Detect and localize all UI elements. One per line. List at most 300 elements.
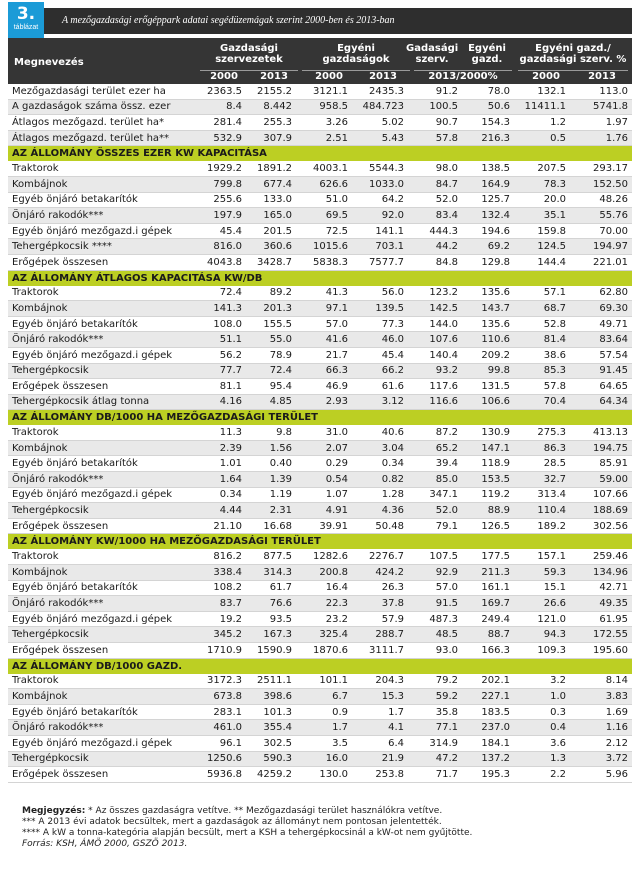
cell-value: 61.6 (352, 379, 408, 395)
cell-value: 0.9 (296, 704, 352, 720)
cell-value: 126.5 (462, 518, 514, 534)
cell-value: 164.9 (462, 176, 514, 192)
cell-value: 4.91 (296, 503, 352, 519)
table-row (8, 751, 632, 767)
cell-value: 57.8 (514, 379, 570, 395)
header-group-gadasagi-szerv: Gadasági szerv. (406, 43, 459, 65)
row-label: Traktorok (8, 674, 194, 689)
cell-value: 77.7 (194, 363, 246, 379)
cell-value: 195.60 (570, 643, 632, 659)
cell-value: 816.2 (194, 549, 246, 564)
cell-value: 275.3 (514, 425, 570, 440)
cell-value: 1.16 (570, 720, 632, 736)
cell-value: 48.26 (570, 192, 632, 208)
cell-value: 84.8 (408, 254, 462, 270)
cell-value: 1.64 (194, 472, 246, 488)
cell-value: 0.29 (296, 456, 352, 472)
section-header-row (8, 658, 632, 674)
footnote-line (22, 806, 622, 817)
cell-value: 161.1 (462, 580, 514, 596)
cell-value: 118.9 (462, 456, 514, 472)
cell-value: 0.5 (514, 130, 570, 146)
cell-value: 83.64 (570, 332, 632, 348)
cell-value: 197.9 (194, 208, 246, 224)
cell-value: 41.6 (296, 332, 352, 348)
cell-value: 211.3 (462, 565, 514, 581)
cell-value: 69.2 (462, 239, 514, 255)
cell-value: 32.7 (514, 472, 570, 488)
cell-value: 1.97 (570, 115, 632, 131)
section-title: AZ ÁLLOMÁNY ÁTLAGOS KAPACITÁSA KW/DB (8, 270, 632, 286)
table-row (8, 503, 632, 519)
section-title: AZ ÁLLOMÁNY DB/1000 GAZD. (8, 658, 632, 674)
cell-value: 3.83 (570, 689, 632, 705)
cell-value: 124.5 (514, 239, 570, 255)
cell-value: 5544.3 (352, 161, 408, 176)
cell-value: 77.3 (352, 316, 408, 332)
cell-value: 21.10 (194, 518, 246, 534)
cell-value: 68.7 (514, 301, 570, 317)
section-header-row (8, 410, 632, 426)
cell-value: 15.1 (514, 580, 570, 596)
cell-value: 169.7 (462, 596, 514, 612)
table-row (8, 735, 632, 751)
cell-value: 253.8 (352, 767, 408, 783)
table-number-badge (8, 2, 44, 38)
cell-value: 1250.6 (194, 751, 246, 767)
header-year: 2013 (588, 71, 616, 82)
cell-value: 2.31 (246, 503, 296, 519)
cell-value: 72.5 (296, 223, 352, 239)
cell-value: 20.0 (514, 192, 570, 208)
cell-value: 172.55 (570, 627, 632, 643)
cell-value: 38.6 (514, 347, 570, 363)
table-row (8, 316, 632, 332)
cell-value: 109.3 (514, 643, 570, 659)
cell-value: 2.39 (194, 440, 246, 456)
row-label: Traktorok (8, 425, 194, 440)
cell-value: 360.6 (246, 239, 296, 255)
footnotes (22, 806, 622, 850)
table-row (8, 363, 632, 379)
table-row (8, 472, 632, 488)
cell-value: 16.0 (296, 751, 352, 767)
cell-value: 106.6 (462, 394, 514, 410)
cell-value: 283.1 (194, 704, 246, 720)
cell-value: 93.0 (408, 643, 462, 659)
cell-value: 314.3 (246, 565, 296, 581)
cell-value: 167.3 (246, 627, 296, 643)
cell-value: 57.8 (408, 130, 462, 146)
table-row (8, 394, 632, 410)
cell-value: 302.56 (570, 518, 632, 534)
cell-value: 200.8 (296, 565, 352, 581)
cell-value: 281.4 (194, 115, 246, 131)
cell-value: 86.3 (514, 440, 570, 456)
cell-value: 52.0 (408, 192, 462, 208)
cell-value: 45.4 (194, 223, 246, 239)
table-row (8, 223, 632, 239)
cell-value: 255.6 (194, 192, 246, 208)
row-label: Erőgépek összesen (8, 643, 194, 659)
cell-value: 6.4 (352, 735, 408, 751)
cell-value: 1929.2 (194, 161, 246, 176)
footnote-line: **** A kW a tonna-kategória alapján becsült, mert a KSH a tehergépkocsinál a kW-ot nem gyűjtötte. (22, 828, 473, 838)
cell-value: 194.6 (462, 223, 514, 239)
row-label: A gazdaságok száma össz. ezer (8, 99, 194, 115)
cell-value: 307.9 (246, 130, 296, 146)
cell-value: 3.2 (514, 674, 570, 689)
cell-value: 88.9 (462, 503, 514, 519)
cell-value: 5838.3 (296, 254, 352, 270)
cell-value: 1282.6 (296, 549, 352, 564)
cell-value: 8.14 (570, 674, 632, 689)
cell-value: 61.95 (570, 611, 632, 627)
cell-value: 1.19 (246, 487, 296, 503)
table-header (8, 38, 632, 84)
cell-value: 121.0 (514, 611, 570, 627)
row-label: Tehergépkocsik átlag tonna (8, 394, 194, 410)
table-row (8, 627, 632, 643)
table-row (8, 549, 632, 564)
cell-value: 204.3 (352, 674, 408, 689)
cell-value: 26.3 (352, 580, 408, 596)
cell-value: 154.3 (462, 115, 514, 131)
cell-value: 59.2 (408, 689, 462, 705)
row-label: Egyéb önjáró mezőgazd.i gépek (8, 347, 194, 363)
cell-value: 108.2 (194, 580, 246, 596)
cell-value: 0.3 (514, 704, 570, 720)
cell-value: 64.34 (570, 394, 632, 410)
row-label: Erőgépek összesen (8, 767, 194, 783)
table-row (8, 767, 632, 783)
cell-value: 2435.3 (352, 84, 408, 99)
cell-value: 57.54 (570, 347, 632, 363)
table-row (8, 286, 632, 301)
cell-value: 0.40 (246, 456, 296, 472)
cell-value: 1.28 (352, 487, 408, 503)
cell-value: 44.2 (408, 239, 462, 255)
cell-value: 31.0 (296, 425, 352, 440)
cell-value: 71.7 (408, 767, 462, 783)
cell-value: 144.4 (514, 254, 570, 270)
cell-value: 157.1 (514, 549, 570, 564)
cell-value: 1870.6 (296, 643, 352, 659)
table-row (8, 643, 632, 659)
cell-value: 2.2 (514, 767, 570, 783)
cell-value: 132.4 (462, 208, 514, 224)
cell-value: 64.65 (570, 379, 632, 395)
row-label: Erőgépek összesen (8, 254, 194, 270)
section-title: AZ ÁLLOMÁNY ÖSSZES EZER KW KAPACITÁSA (8, 146, 632, 162)
row-label: Tehergépkocsik (8, 751, 194, 767)
cell-value: 56.2 (194, 347, 246, 363)
cell-value: 237.0 (462, 720, 514, 736)
cell-value: 532.9 (194, 130, 246, 146)
cell-value: 152.50 (570, 176, 632, 192)
cell-value: 72.4 (194, 286, 246, 301)
cell-value: 69.30 (570, 301, 632, 317)
cell-value: 3.12 (352, 394, 408, 410)
cell-value: 201.3 (246, 301, 296, 317)
cell-value: 16.68 (246, 518, 296, 534)
table-row (8, 347, 632, 363)
table-row (8, 192, 632, 208)
cell-value: 77.1 (408, 720, 462, 736)
cell-value: 5.43 (352, 130, 408, 146)
cell-value: 42.71 (570, 580, 632, 596)
cell-value: 138.5 (462, 161, 514, 176)
cell-value: 461.0 (194, 720, 246, 736)
table-row (8, 611, 632, 627)
cell-value: 2.12 (570, 735, 632, 751)
cell-value: 108.0 (194, 316, 246, 332)
table-row (8, 565, 632, 581)
cell-value: 140.4 (408, 347, 462, 363)
cell-value: 16.4 (296, 580, 352, 596)
cell-value: 1.76 (570, 130, 632, 146)
cell-value: 49.71 (570, 316, 632, 332)
row-label: Kombájnok (8, 565, 194, 581)
row-label: Egyéb önjáró betakarítók (8, 580, 194, 596)
cell-value: 799.8 (194, 176, 246, 192)
table-row (8, 425, 632, 440)
cell-value: 57.9 (352, 611, 408, 627)
cell-value: 144.0 (408, 316, 462, 332)
cell-value: 188.69 (570, 503, 632, 519)
cell-value: 5.02 (352, 115, 408, 131)
row-label: Egyéb önjáró mezőgazd.i gépek (8, 735, 194, 751)
section-title: AZ ÁLLOMÁNY KW/1000 HA MEZŐGAZDASÁGI TERÜLET (8, 534, 632, 550)
row-label: Kombájnok (8, 176, 194, 192)
row-label: Egyéb önjáró mezőgazd.i gépek (8, 223, 194, 239)
cell-value: 101.3 (246, 704, 296, 720)
cell-value: 22.3 (296, 596, 352, 612)
table-row (8, 254, 632, 270)
cell-value: 5.96 (570, 767, 632, 783)
cell-value: 91.2 (408, 84, 462, 99)
cell-value: 134.96 (570, 565, 632, 581)
cell-value: 259.46 (570, 549, 632, 564)
cell-value: 165.0 (246, 208, 296, 224)
table-row (8, 689, 632, 705)
cell-value: 35.1 (514, 208, 570, 224)
cell-value: 1015.6 (296, 239, 352, 255)
cell-value: 69.5 (296, 208, 352, 224)
cell-value: 39.4 (408, 456, 462, 472)
cell-value: 4003.1 (296, 161, 352, 176)
cell-value: 81.1 (194, 379, 246, 395)
row-label: Önjáró rakodók*** (8, 720, 194, 736)
cell-value: 6.7 (296, 689, 352, 705)
cell-value: 117.6 (408, 379, 462, 395)
cell-value: 85.0 (408, 472, 462, 488)
cell-value: 4259.2 (246, 767, 296, 783)
table-row (8, 99, 632, 115)
cell-value: 83.4 (408, 208, 462, 224)
cell-value: 35.8 (408, 704, 462, 720)
cell-value: 3111.7 (352, 643, 408, 659)
cell-value: 194.75 (570, 440, 632, 456)
cell-value: 135.6 (462, 286, 514, 301)
cell-value: 21.9 (352, 751, 408, 767)
table-row (8, 332, 632, 348)
cell-value: 2.51 (296, 130, 352, 146)
table-row (8, 130, 632, 146)
cell-value: 2.93 (296, 394, 352, 410)
cell-value: 1.7 (296, 720, 352, 736)
cell-value: 52.0 (408, 503, 462, 519)
table-row (8, 440, 632, 456)
cell-value: 313.4 (514, 487, 570, 503)
cell-value: 66.3 (296, 363, 352, 379)
cell-value: 76.6 (246, 596, 296, 612)
row-label: Tehergépkocsik (8, 627, 194, 643)
cell-value: 293.17 (570, 161, 632, 176)
cell-value: 45.4 (352, 347, 408, 363)
cell-value: 116.6 (408, 394, 462, 410)
table-row (8, 379, 632, 395)
cell-value: 93.5 (246, 611, 296, 627)
cell-value: 255.3 (246, 115, 296, 131)
cell-value: 302.5 (246, 735, 296, 751)
footnote-line: *** A 2013 évi adatok becsültek, mert a gazdaságok az állományt nem pontosan jelentették. (22, 817, 442, 827)
cell-value: 41.3 (296, 286, 352, 301)
header-year: 2000 (315, 71, 343, 82)
cell-value: 1.2 (514, 115, 570, 131)
cell-value: 142.5 (408, 301, 462, 317)
cell-value: 184.1 (462, 735, 514, 751)
cell-value: 93.2 (408, 363, 462, 379)
cell-value: 95.4 (246, 379, 296, 395)
cell-value: 55.0 (246, 332, 296, 348)
row-label: Önjáró rakodók*** (8, 332, 194, 348)
cell-value: 345.2 (194, 627, 246, 643)
cell-value: 8.4 (194, 99, 246, 115)
badge-number: 3. (16, 4, 36, 24)
cell-value: 97.1 (296, 301, 352, 317)
row-label: Egyéb önjáró betakarítók (8, 316, 194, 332)
cell-value: 91.5 (408, 596, 462, 612)
cell-value: 94.3 (514, 627, 570, 643)
row-label: Egyéb önjáró mezőgazd.i gépek (8, 611, 194, 627)
cell-value: 153.5 (462, 472, 514, 488)
table-row (8, 301, 632, 317)
cell-value: 48.5 (408, 627, 462, 643)
cell-value: 81.4 (514, 332, 570, 348)
cell-value: 958.5 (296, 99, 352, 115)
row-label: Önjáró rakodók*** (8, 472, 194, 488)
row-label: Mezőgazdasági terület ezer ha (8, 84, 194, 99)
row-label: Egyéb önjáró mezőgazd.i gépek (8, 487, 194, 503)
cell-value: 79.2 (408, 674, 462, 689)
row-label: Traktorok (8, 161, 194, 176)
cell-value: 113.0 (570, 84, 632, 99)
cell-value: 131.5 (462, 379, 514, 395)
cell-value: 1590.9 (246, 643, 296, 659)
cell-value: 209.2 (462, 347, 514, 363)
cell-value: 123.2 (408, 286, 462, 301)
cell-value: 314.9 (408, 735, 462, 751)
cell-value: 139.5 (352, 301, 408, 317)
cell-value: 92.9 (408, 565, 462, 581)
section-title: AZ ÁLLOMÁNY DB/1000 HA MEZŐGAZDASÁGI TERÜLET (8, 410, 632, 426)
cell-value: 2511.1 (246, 674, 296, 689)
cell-value: 227.1 (462, 689, 514, 705)
cell-value: 216.3 (462, 130, 514, 146)
cell-value: 424.2 (352, 565, 408, 581)
cell-value: 72.4 (246, 363, 296, 379)
cell-value: 137.2 (462, 751, 514, 767)
row-label: Önjáró rakodók*** (8, 208, 194, 224)
cell-value: 816.0 (194, 239, 246, 255)
cell-value: 46.9 (296, 379, 352, 395)
cell-value: 3172.3 (194, 674, 246, 689)
cell-value: 19.2 (194, 611, 246, 627)
cell-value: 107.66 (570, 487, 632, 503)
badge-label: táblázat (13, 24, 39, 31)
cell-value: 66.2 (352, 363, 408, 379)
header-group-ratio: Egyéni gazd./ gazdasági szerv. % (519, 43, 627, 65)
cell-value: 130.9 (462, 425, 514, 440)
cell-value: 484.723 (352, 99, 408, 115)
row-label: Kombájnok (8, 689, 194, 705)
cell-value: 1710.9 (194, 643, 246, 659)
cell-value: 62.80 (570, 286, 632, 301)
header-year: 2013 (369, 71, 397, 82)
cell-value: 130.0 (296, 767, 352, 783)
cell-value: 3.26 (296, 115, 352, 131)
cell-value: 92.0 (352, 208, 408, 224)
cell-value: 673.8 (194, 689, 246, 705)
header-name: Megnevezés (14, 57, 84, 68)
table-row (8, 161, 632, 176)
row-label: Erőgépek összesen (8, 379, 194, 395)
cell-value: 55.76 (570, 208, 632, 224)
cell-value: 4.85 (246, 394, 296, 410)
cell-value: 23.2 (296, 611, 352, 627)
cell-value: 703.1 (352, 239, 408, 255)
cell-value: 88.7 (462, 627, 514, 643)
cell-value: 2155.2 (246, 84, 296, 99)
row-label: Erőgépek összesen (8, 518, 194, 534)
cell-value: 1.7 (352, 704, 408, 720)
cell-value: 87.2 (408, 425, 462, 440)
header-group-egyeni-gazd: Egyéni gazd. (468, 43, 506, 65)
cell-value: 141.1 (352, 223, 408, 239)
cell-value: 189.2 (514, 518, 570, 534)
cell-value: 1.69 (570, 704, 632, 720)
table-row (8, 84, 632, 99)
table-row (8, 704, 632, 720)
cell-value: 1.56 (246, 440, 296, 456)
cell-value: 65.2 (408, 440, 462, 456)
table-row (8, 580, 632, 596)
cell-value: 110.6 (462, 332, 514, 348)
row-label: Önjáró rakodók*** (8, 596, 194, 612)
cell-value: 325.4 (296, 627, 352, 643)
cell-value: 59.3 (514, 565, 570, 581)
cell-value: 183.5 (462, 704, 514, 720)
data-table (8, 84, 632, 783)
cell-value: 141.3 (194, 301, 246, 317)
row-label: Egyéb önjáró betakarítók (8, 192, 194, 208)
section-header-row (8, 146, 632, 162)
cell-value: 4.16 (194, 394, 246, 410)
cell-value: 11.3 (194, 425, 246, 440)
cell-value: 487.3 (408, 611, 462, 627)
cell-value: 590.3 (246, 751, 296, 767)
